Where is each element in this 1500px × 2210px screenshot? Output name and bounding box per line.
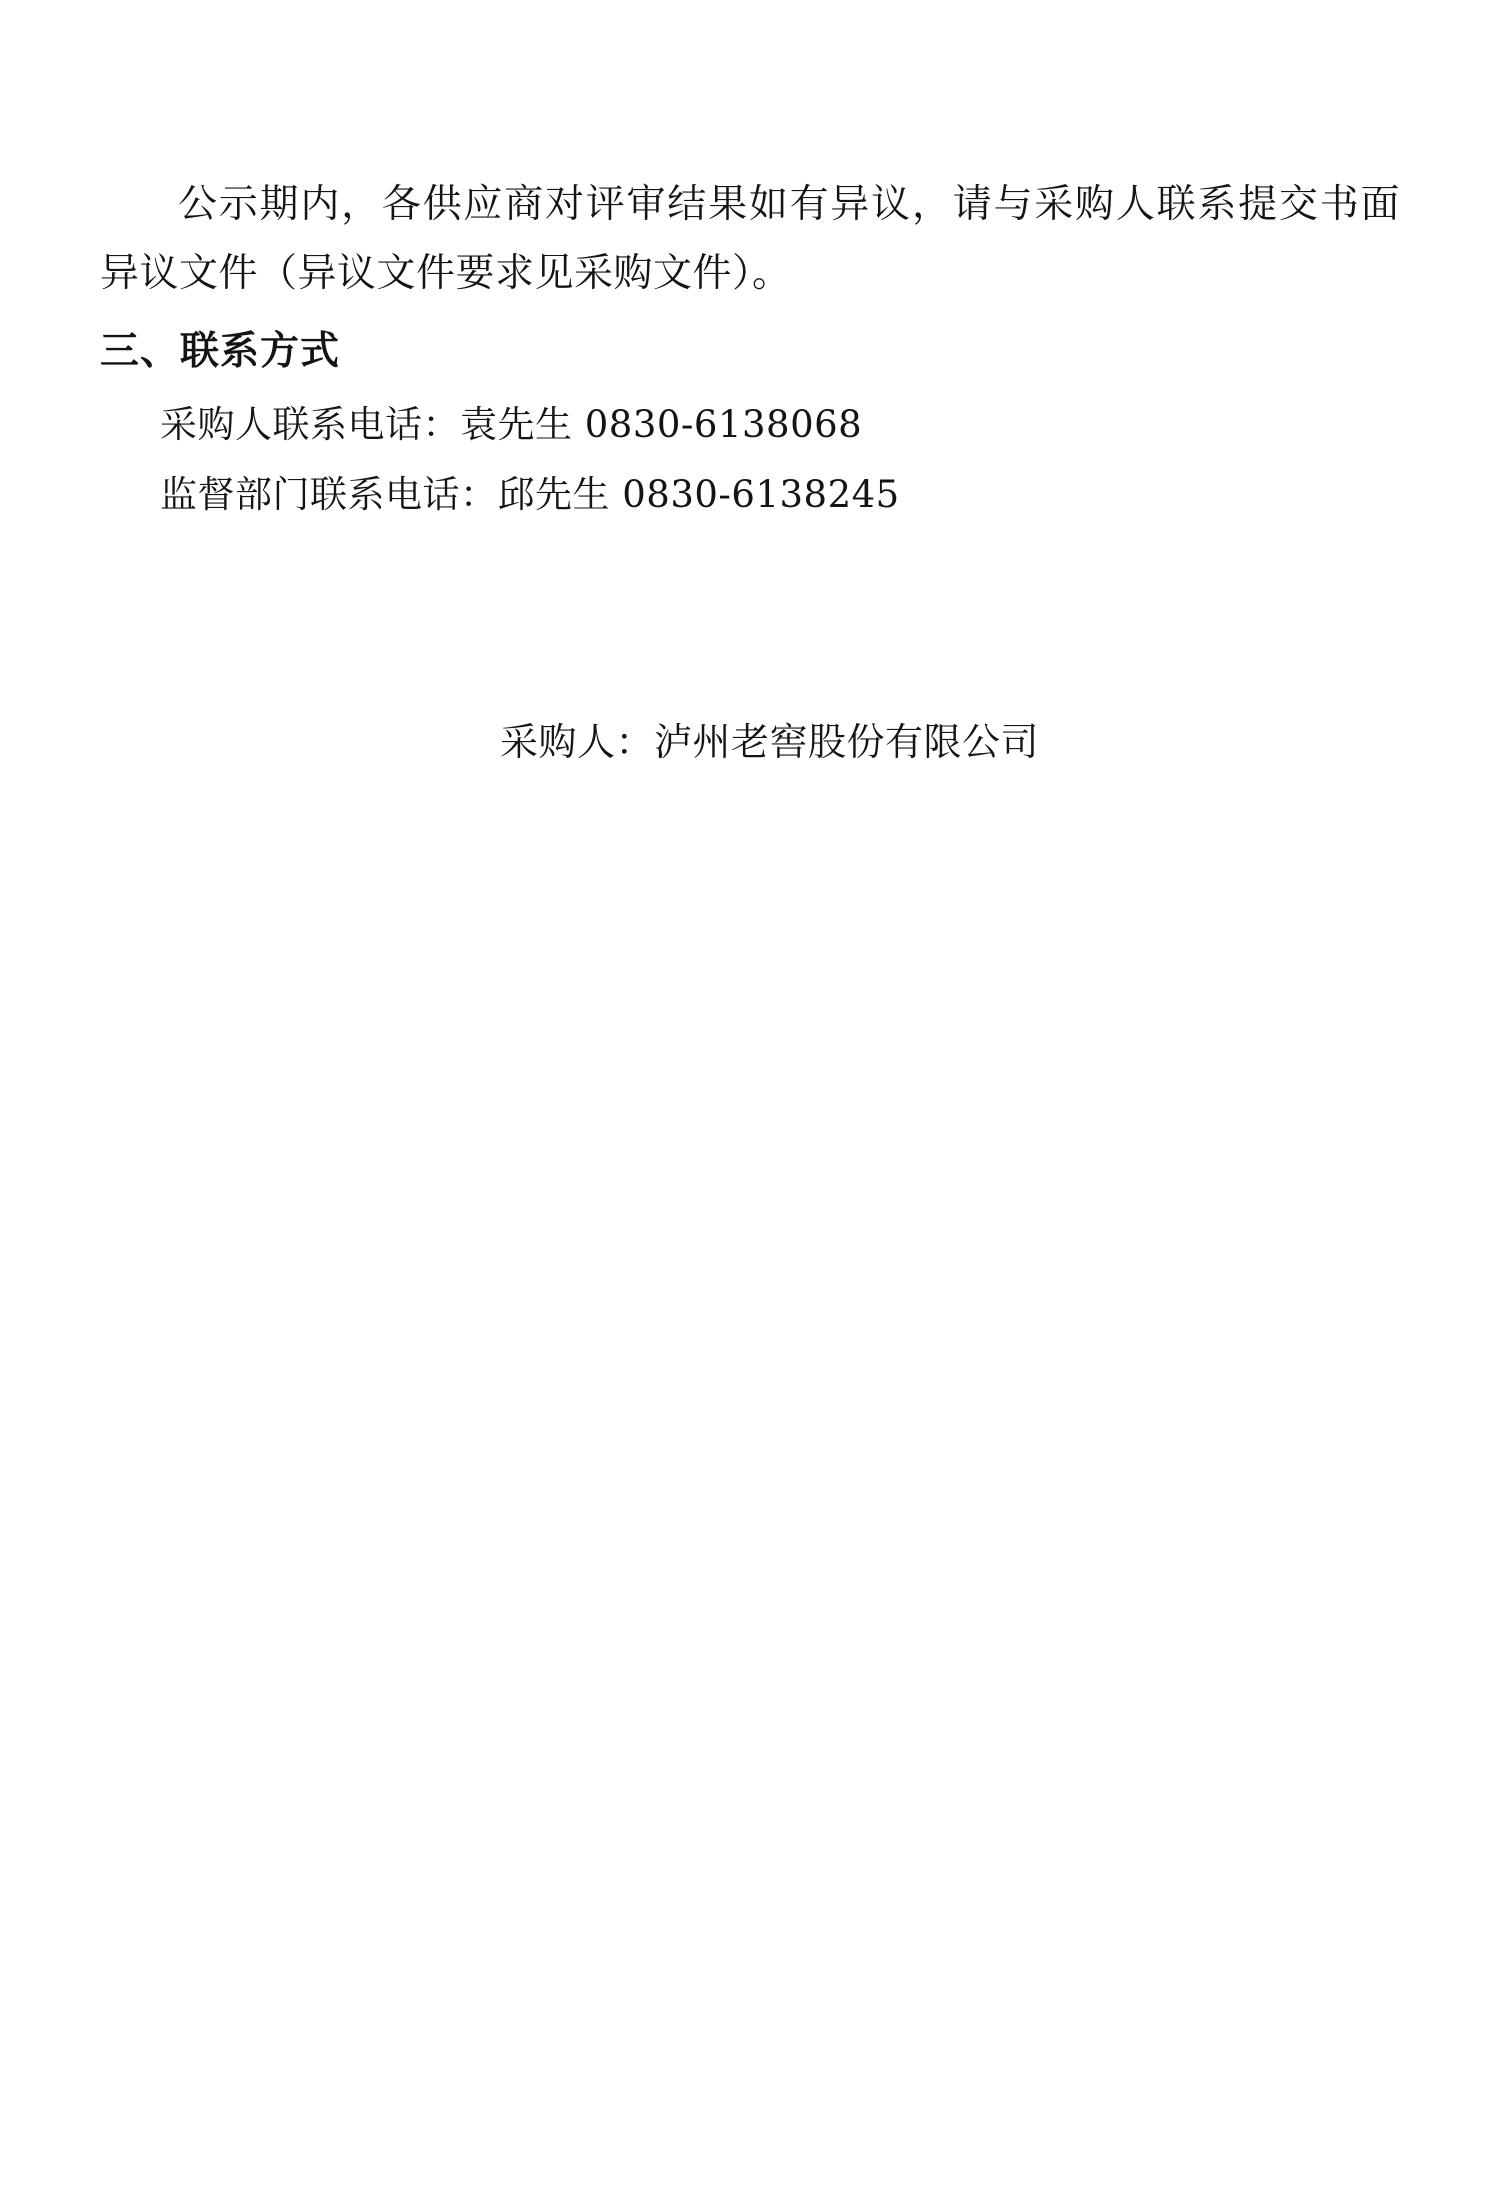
notice-paragraph: 公示期内，各供应商对评审结果如有异议，请与采购人联系提交书面异议文件（异议文件要求见采购文件）。: [100, 182, 1400, 297]
contact-line-purchaser: 采购人联系电话：袁先生 0830-6138068: [160, 403, 863, 447]
document-content: [100, 170, 1400, 2013]
section-heading-contact: 三、联系方式: [100, 327, 341, 374]
contact-line-supervisor: 监督部门联系电话：邱先生 0830-6138245: [160, 473, 900, 517]
signature-spacer: [100, 532, 1400, 672]
page-blank-area: [100, 813, 1400, 2013]
signature-purchaser: 采购人：泸州老窖股份有限公司: [500, 719, 1040, 764]
